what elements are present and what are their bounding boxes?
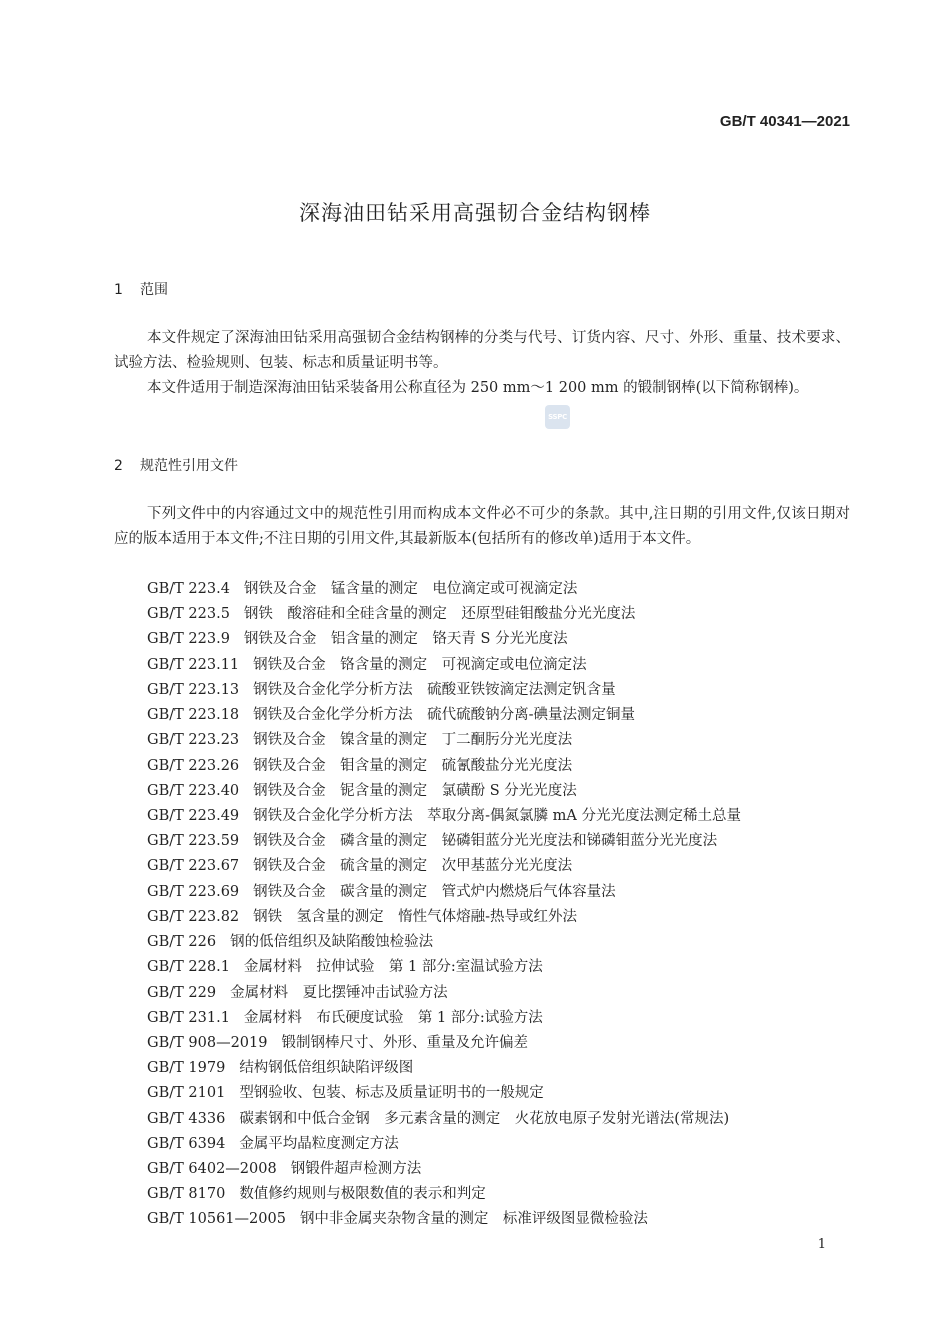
reference-item [147,1107,741,1132]
reference-title: 金属材料 布氏硬度试验 第 1 部分:试验方法 [243,1009,543,1026]
reference-title: 钢铁及合金化学分析方法 硫代硫酸钠分离-碘量法测定铜量 [253,707,636,724]
reference-code: GB/T 223.11 [147,656,240,673]
reference-item [147,703,741,728]
reference-code: GB/T 2101 [147,1085,226,1102]
reference-title: 钢中非金属夹杂物含量的测定 标准评级图显微检验法 [299,1211,648,1228]
reference-item [147,981,741,1006]
reference-title: 钢铁及合金 钼含量的测定 硫氰酸盐分光光度法 [253,757,573,774]
reference-code: GB/T 223.9 [147,631,230,648]
reference-title: 金属材料 拉伸试验 第 1 部分:室温试验方法 [243,959,543,976]
reference-title: 锻制钢棒尺寸、外形、重量及允许偏差 [281,1034,528,1051]
reference-title: 钢铁及合金化学分析方法 萃取分离-偶氮氯膦 mA 分光光度法测定稀土总量 [253,807,741,824]
reference-item [147,804,741,829]
reference-code: GB/T 223.18 [147,707,240,724]
reference-item [147,754,741,779]
reference-item [147,854,741,879]
reference-title: 数值修约规则与极限数值的表示和判定 [239,1186,486,1203]
reference-code: GB/T 226 [147,934,217,951]
reference-code: GB/T 223.59 [147,833,240,850]
reference-title: 金属材料 夏比摆锤冲击试验方法 [230,984,448,1001]
reference-title: 钢铁及合金 锰含量的测定 电位滴定或可视滴定法 [243,581,578,597]
publisher-watermark-logo: SSPC [545,405,570,429]
reference-code: GB/T 4336 [147,1110,226,1127]
reference-code: GB/T 908—2019 [147,1034,268,1051]
reference-item [147,1081,741,1106]
reference-title: 碳素钢和中低合金钢 多元素含量的测定 火花放电原子发射光谱法(常规法) [239,1110,730,1127]
reference-list [147,577,741,1233]
reference-title: 钢铁及合金 铝含量的测定 铬天青 S 分光光度法 [243,631,568,648]
page-number: 1 [817,1237,826,1252]
reference-title: 钢铁及合金 铬含量的测定 可视滴定或电位滴定法 [253,656,587,673]
reference-code: GB/T 229 [147,984,217,1001]
reference-code: GB/T 223.40 [147,782,240,799]
reference-item [147,1056,741,1081]
reference-code: GB/T 231.1 [147,1009,230,1026]
reference-code: GB/T 223.23 [147,732,240,749]
section-1-number: 1 [114,282,123,298]
section-2-number: 2 [114,458,123,474]
reference-code: GB/T 223.69 [147,883,240,900]
reference-code: GB/T 223.4 [147,581,230,597]
reference-item [147,905,741,930]
reference-code: GB/T 223.26 [147,757,240,774]
reference-title: 钢铁 酸溶硅和全硅含量的测定 还原型硅钼酸盐分光光度法 [243,606,636,623]
reference-title: 钢铁及合金 碳含量的测定 管式炉内燃烧后气体容量法 [253,883,616,900]
reference-code: GB/T 6402—2008 [147,1161,277,1178]
reference-code: GB/T 228.1 [147,959,230,976]
reference-item [147,577,741,602]
standard-code: GB/T 40341—2021 [719,113,850,130]
reference-title: 钢铁及合金化学分析方法 硫酸亚铁铵滴定法测定钒含量 [253,681,616,698]
section-1-heading [114,279,168,299]
reference-item [147,1207,741,1232]
reference-title: 钢铁及合金 磷含量的测定 铋磷钼蓝分光光度法和锑磷钼蓝分光光度法 [253,833,718,850]
reference-code: GB/T 10561—2005 [147,1211,286,1228]
reference-item [147,627,741,652]
reference-title: 钢的低倍组织及缺陷酸蚀检验法 [230,934,434,951]
references-intro: 下列文件中的内容通过文中的规范性引用而构成本文件必不可少的条款。其中,注日期的引用文件,仅该日期对应的版本适用于本文件;不注日期的引用文件,其最新版本(包括所有的修改单)适用于本文件。 [114,506,850,547]
reference-item [147,728,741,753]
reference-item [147,829,741,854]
reference-title: 型钢验收、包装、标志及质量证明书的一般规定 [239,1085,544,1102]
scope-paragraph-2: 本文件适用于制造深海油田钻采装备用公称直径为 250 mm～1 200 mm 的锻制钢棒(以下简称钢棒)。 [147,380,809,396]
reference-item [147,880,741,905]
section-1-title: 范围 [140,282,168,298]
reference-code: GB/T 8170 [147,1186,226,1203]
reference-item [147,955,741,980]
reference-code: GB/T 1979 [147,1060,226,1077]
reference-item [147,602,741,627]
reference-title: 钢铁及合金 硫含量的测定 次甲基蓝分光光度法 [253,858,573,875]
section-2-title: 规范性引用文件 [140,458,238,474]
reference-title: 结构钢低倍组织缺陷评级图 [239,1060,414,1077]
reference-code: GB/T 223.67 [147,858,240,875]
reference-title: 钢铁及合金 铌含量的测定 氯磺酚 S 分光光度法 [253,782,577,799]
reference-item [147,1031,741,1056]
reference-item [147,1132,741,1157]
reference-title: 钢铁及合金 镍含量的测定 丁二酮肟分光光度法 [253,732,573,749]
reference-item [147,653,741,678]
reference-code: GB/T 6394 [147,1135,226,1152]
reference-code: GB/T 223.5 [147,606,230,623]
document-title: 深海油田钻采用高强韧合金结构钢棒 [299,201,651,225]
reference-item [147,1157,741,1182]
reference-title: 钢铁 氢含量的测定 惰性气体熔融-热导或红外法 [253,908,578,925]
reference-item [147,930,741,955]
reference-title: 钢锻件超声检测方法 [290,1161,422,1178]
reference-item [147,779,741,804]
reference-item [147,678,741,703]
section-2-heading [114,455,238,475]
reference-code: GB/T 223.13 [147,681,240,698]
reference-item [147,1182,741,1207]
reference-item [147,1006,741,1031]
reference-code: GB/T 223.82 [147,908,240,925]
scope-paragraph-1: 本文件规定了深海油田钻采用高强韧合金结构钢棒的分类与代号、订货内容、尺寸、外形、重量、技术要求、试验方法、检验规则、包装、标志和质量证明书等。 [114,330,850,371]
reference-title: 金属平均晶粒度测定方法 [239,1135,399,1152]
reference-code: GB/T 223.49 [147,807,240,824]
